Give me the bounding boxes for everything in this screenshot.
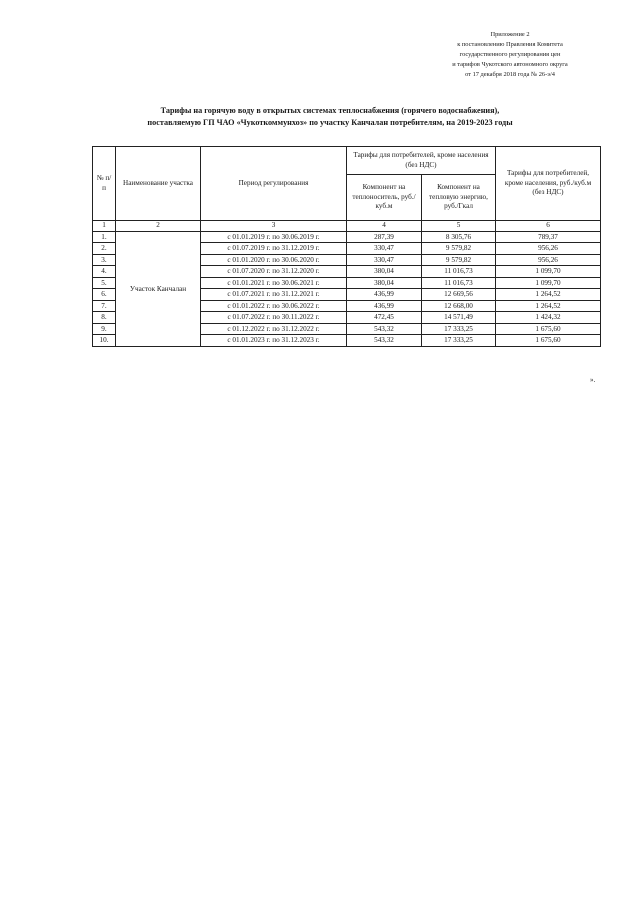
- header-period: Период регулирования: [201, 147, 347, 221]
- row-tariff: 1 675,60: [496, 323, 601, 335]
- row-carrier: 543,32: [347, 323, 422, 335]
- row-period: с 01.01.2019 г. по 30.06.2019 г.: [201, 231, 347, 243]
- col-number: 5: [422, 221, 496, 232]
- row-number: 5.: [93, 277, 116, 289]
- row-energy: 12 668,00: [422, 300, 496, 312]
- row-carrier: 330,47: [347, 243, 422, 255]
- row-carrier: 330,47: [347, 254, 422, 266]
- row-number: 6.: [93, 289, 116, 301]
- row-energy: 11 016,73: [422, 277, 496, 289]
- col-number: 3: [201, 221, 347, 232]
- row-energy: 12 669,56: [422, 289, 496, 301]
- row-carrier: 380,04: [347, 266, 422, 278]
- tariff-table: [92, 146, 601, 347]
- title-line-2: поставляемую ГП ЧАО «Чукоткоммунхоз» по участку Канчалан потребителям, на 2019-2023 годы: [147, 118, 513, 127]
- row-carrier: 436,99: [347, 289, 422, 301]
- col-number: 4: [347, 221, 422, 232]
- col-number: 2: [116, 221, 201, 232]
- table-row: [93, 231, 601, 243]
- row-energy: 14 571,49: [422, 312, 496, 324]
- header-num: № п/п: [93, 147, 116, 221]
- header-name: Наименование участка: [116, 147, 201, 221]
- row-carrier: 287,39: [347, 231, 422, 243]
- row-number: 10.: [93, 335, 116, 347]
- row-tariff: 1 264,52: [496, 289, 601, 301]
- row-period: с 01.01.2023 г. по 31.12.2023 г.: [201, 335, 347, 347]
- appendix-line: к постановлению Правления Комитета: [457, 41, 563, 48]
- appendix-note: [400, 30, 620, 80]
- row-energy: 9 579,82: [422, 243, 496, 255]
- row-period: с 01.07.2019 г. по 31.12.2019 г.: [201, 243, 347, 255]
- title-line-1: Тарифы на горячую воду в открытых системах теплоснабжения (горячего водоснабжения),: [160, 106, 500, 115]
- row-number: 7.: [93, 300, 116, 312]
- appendix-line: и тарифов Чукотского автономного округа: [452, 61, 568, 68]
- row-energy: 9 579,82: [422, 254, 496, 266]
- row-energy: 17 333,25: [422, 335, 496, 347]
- header-group: Тарифы для потребителей, кроме населения (без НДС): [347, 147, 496, 175]
- row-number: 1.: [93, 231, 116, 243]
- row-carrier: 472,45: [347, 312, 422, 324]
- row-number: 9.: [93, 323, 116, 335]
- row-tariff: 1 099,70: [496, 266, 601, 278]
- row-period: с 01.12.2022 г. по 31.12.2022 г.: [201, 323, 347, 335]
- col-number: 6: [496, 221, 601, 232]
- row-tariff: 956,26: [496, 254, 601, 266]
- row-carrier: 436,99: [347, 300, 422, 312]
- row-tariff: 789,37: [496, 231, 601, 243]
- closing-quote-mark: ».: [590, 376, 596, 384]
- appendix-line: Приложение 2: [490, 31, 530, 38]
- row-tariff: 1 675,60: [496, 335, 601, 347]
- row-tariff: 1 264,52: [496, 300, 601, 312]
- row-carrier: 380,04: [347, 277, 422, 289]
- row-energy: 17 333,25: [422, 323, 496, 335]
- row-period: с 01.01.2021 г. по 30.06.2021 г.: [201, 277, 347, 289]
- row-period: с 01.07.2022 г. по 30.11.2022 г.: [201, 312, 347, 324]
- row-number: 4.: [93, 266, 116, 278]
- row-number: 2.: [93, 243, 116, 255]
- row-tariff: 1 424,32: [496, 312, 601, 324]
- col-number: 1: [93, 221, 116, 232]
- row-period: с 01.01.2022 г. по 30.06.2022 г.: [201, 300, 347, 312]
- row-tariff: 1 099,70: [496, 277, 601, 289]
- row-number: 3.: [93, 254, 116, 266]
- row-energy: 11 016,73: [422, 266, 496, 278]
- header-population-tariff: Тарифы для потребителей, кроме населения, руб./куб.м (без НДС): [496, 147, 601, 221]
- row-period: с 01.07.2020 г. по 31.12.2020 г.: [201, 266, 347, 278]
- document-title: [60, 105, 600, 129]
- appendix-line: от 17 декабря 2018 года № 26-э/4: [465, 71, 555, 78]
- row-energy: 8 305,76: [422, 231, 496, 243]
- row-period: с 01.01.2020 г. по 30.06.2020 г.: [201, 254, 347, 266]
- row-tariff: 956,26: [496, 243, 601, 255]
- row-number: 8.: [93, 312, 116, 324]
- row-period: с 01.07.2021 г. по 31.12.2021 г.: [201, 289, 347, 301]
- area-name: Участок Канчалан: [116, 231, 201, 346]
- header-carrier: Компонент на теплоноситель, руб./куб.м: [347, 175, 422, 221]
- row-carrier: 543,32: [347, 335, 422, 347]
- header-energy: Компонент на тепловую энергию, руб./Гкал: [422, 175, 496, 221]
- appendix-line: государственного регулирования цен: [459, 51, 561, 58]
